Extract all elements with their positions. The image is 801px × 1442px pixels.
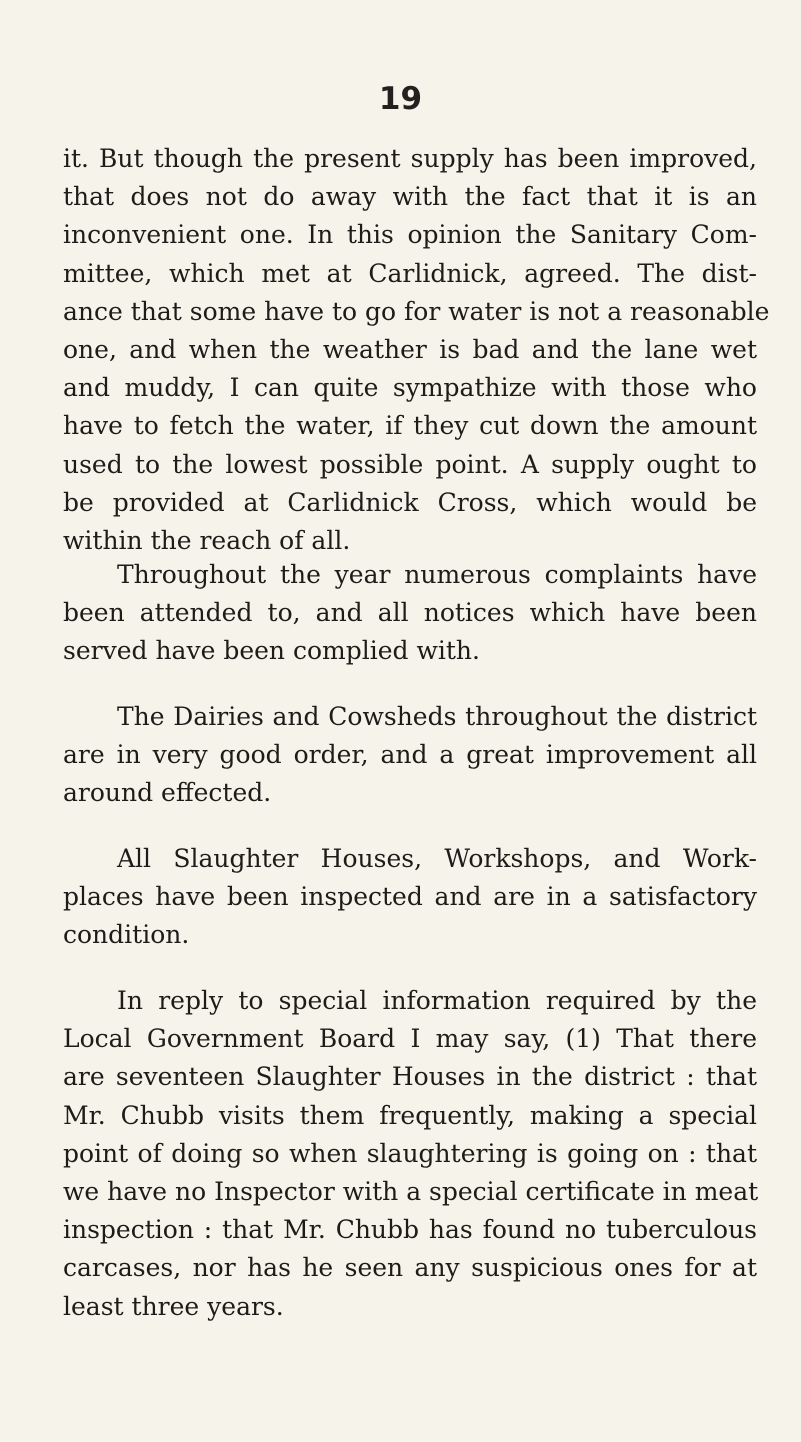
paragraph-line: Local Government Board I may say, (1) That there (63, 1024, 757, 1054)
paragraph-line: used to the lowest possible point. A supply ought to (63, 449, 757, 479)
paragraph-line: places have been inspected and are in a satisfactory (63, 882, 757, 912)
paragraph-line: around effected. (63, 778, 272, 808)
paragraph-line: The Dairies and Cowsheds throughout the district (117, 702, 757, 731)
paragraph-line: carcases, nor has he seen any suspicious ones for at (63, 1253, 757, 1283)
paragraph-line: are in very good order, and a great improvement all (63, 740, 757, 770)
paragraph-line: mittee, which met at Carlidnick, agreed. The dist- (63, 258, 757, 288)
paragraph-line: condition. (63, 920, 190, 950)
paragraph-line: ance that some have to go for water is not a reasonable (63, 296, 770, 326)
paragraph-line: least three years. (63, 1291, 284, 1321)
paragraph-3 (63, 698, 757, 813)
paragraph-line: and muddy, I can quite sympathize with those who (63, 373, 757, 403)
paragraph-line: be provided at Carlidnick Cross, which would be (63, 487, 757, 517)
paragraph-5 (63, 982, 757, 1326)
paragraph-line: inspection : that Mr. Chubb has found no tuberculous (63, 1215, 757, 1245)
paragraph-line: Mr. Chubb visits them frequently, making a special (63, 1100, 757, 1130)
paragraph-1 (63, 140, 770, 560)
paragraph-line: within the reach of all. (63, 525, 351, 555)
paragraph-line: it. But though the present supply has been improved, (63, 144, 757, 173)
paragraph-line: we have no Inspector with a special certificate in meat (63, 1176, 759, 1206)
paragraph-line: point of doing so when slaughtering is going on : that (63, 1138, 757, 1168)
paragraph-line: All Slaughter Houses, Workshops, and Work- (117, 844, 757, 873)
paragraph-line: been attended to, and all notices which have been (63, 598, 757, 628)
paragraph-2 (63, 556, 757, 671)
paragraph-line: have to fetch the water, if they cut down the amount (63, 411, 757, 441)
paragraph-line: In reply to special information required by the (117, 986, 757, 1015)
paragraph-line: Throughout the year numerous complaints have (117, 560, 757, 589)
paragraph-line: one, and when the weather is bad and the lane wet (63, 334, 757, 364)
paragraph-4 (63, 840, 757, 955)
paragraph-line: inconvenient one. In this opinion the Sanitary Com- (63, 220, 757, 250)
paragraph-line: served have been complied with. (63, 636, 480, 666)
page-number: 19 (378, 81, 423, 117)
paragraph-line: are seventeen Slaughter Houses in the district : that (63, 1062, 757, 1092)
paragraph-line: that does not do away with the fact that it is an (63, 182, 757, 212)
